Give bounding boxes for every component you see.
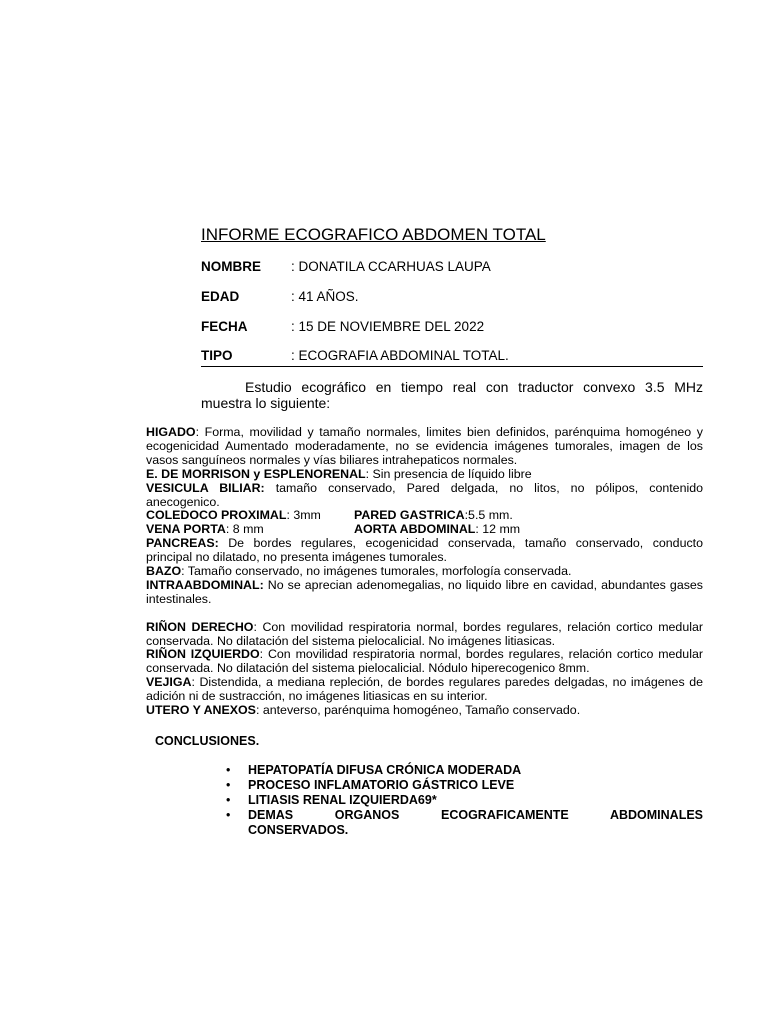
field-fecha: [201, 319, 484, 334]
conclusion-text: HEPATOPATÍA DIFUSA CRÓNICA MODERADA: [248, 763, 522, 777]
field-edad: [201, 289, 359, 304]
field-nombre: [201, 259, 491, 274]
finding-text: : Forma, movilidad y tamaño normales, limites bien definidos, parénquima homogéneo y ecogenicidad Aumentado moderadamente, no se evidencia imágenes tumorales, imagen de los vasos sanguíneos normales y vías biliares intrahepaticos normales.: [146, 425, 703, 467]
finding-label: PARED GASTRICA: [354, 508, 465, 523]
list-item: [226, 793, 703, 808]
finding-text: :5.5 mm.: [464, 508, 513, 523]
field-label: TIPO: [201, 348, 233, 363]
finding-label: PANCREAS:: [146, 536, 219, 551]
field-value: : ECOGRAFIA ABDOMINAL TOTAL.: [291, 348, 509, 363]
finding-label: INTRAABDOMINAL:: [146, 577, 264, 592]
finding-text: : 3mm: [286, 508, 321, 523]
finding-text: : 8 mm: [225, 522, 264, 537]
field-value: : 15 DE NOVIEMBRE DEL 2022: [291, 319, 485, 334]
finding-label: UTERO Y ANEXOS: [146, 703, 256, 718]
finding-text: : Sin presencia de líquido libre: [365, 466, 532, 481]
conclusion-text: LITIASIS RENAL IZQUIERDA69*: [248, 793, 437, 807]
finding-vesicula: [146, 482, 703, 510]
field-label: EDAD: [201, 289, 240, 304]
finding-label: RIÑON DERECHO: [146, 619, 254, 634]
finding-text: : Con movilidad respiratoria normal, bordes regulares, relación cortico medular conservada. No dilatación del sistema pielocalicial. No imágenes litiasicas.: [146, 619, 703, 648]
field-label: FECHA: [201, 319, 248, 334]
list-item: [226, 763, 703, 778]
finding-label: VENA PORTA: [146, 522, 226, 537]
header-divider: [201, 366, 703, 367]
finding-utero-anexos: [146, 704, 703, 718]
bullet-icon: •: [226, 793, 231, 807]
finding-label: COLEDOCO PROXIMAL: [146, 508, 287, 523]
finding-text: tamaño conservado, Pared delgada, no litos, no pólipos, contenido anecogenico.: [146, 480, 704, 509]
bullet-icon: •: [226, 763, 231, 777]
list-item: [226, 808, 703, 823]
finding-text: : Tamaño conservado, no imágenes tumorales, morfología conservada.: [181, 564, 572, 579]
finding-row-porta-aorta: [146, 523, 703, 537]
list-item: [226, 778, 703, 793]
conclusion-text: CONSERVADOS.: [248, 823, 349, 837]
bullet-icon: •: [226, 808, 231, 822]
finding-bazo: [146, 565, 703, 579]
findings-section: [146, 426, 703, 718]
intro-text: Estudio ecográfico en tiempo real con traductor convexo 3.5 MHz muestra lo siguiente:: [201, 379, 703, 411]
finding-pancreas: [146, 537, 703, 565]
report-title: INFORME ECOGRAFICO ABDOMEN TOTAL: [201, 225, 546, 244]
finding-text: No se aprecian adenomegalias, no liquido libre en cavidad, abundantes gases intestinales.: [146, 577, 703, 606]
conclusions-list: [226, 763, 703, 838]
finding-vejiga: [146, 676, 703, 704]
finding-row-coledoco-pared: [146, 509, 703, 523]
list-item-continuation: [226, 823, 703, 838]
finding-label: VESICULA BILIAR:: [146, 480, 265, 495]
finding-rinon-izquierdo: [146, 648, 703, 676]
finding-text: : 12 mm: [475, 522, 521, 537]
field-value: : DONATILA CCARHUAS LAUPA: [291, 259, 491, 274]
finding-label: RIÑON IZQUIERDO: [146, 647, 260, 662]
field-label: NOMBRE: [201, 259, 261, 274]
finding-label: BAZO: [146, 564, 182, 579]
finding-text: : Con movilidad respiratoria normal, bordes regulares, relación cortico medular conservada. No dilatación del sistema pielocalicial. Nódulo hiperecogenico 8mm.: [146, 647, 703, 676]
conclusions-heading: CONCLUSIONES.: [155, 734, 260, 748]
intro-paragraph: [201, 379, 703, 411]
finding-label: VEJIGA: [146, 675, 192, 690]
field-value: : 41 AÑOS.: [291, 289, 359, 304]
finding-morrison: [146, 468, 703, 482]
finding-text: De bordes regulares, ecogenicidad conservada, tamaño conservado, conducto principal no dilatado, no presenta imágenes tumorales.: [146, 536, 703, 565]
bullet-icon: •: [226, 778, 231, 792]
finding-rinon-derecho: [146, 621, 703, 649]
conclusion-text: DEMAS ORGANOS ECOGRAFICAMENTE ABDOMINALES: [248, 808, 703, 822]
finding-label: E. DE MORRISON y ESPLENORENAL: [146, 466, 366, 481]
finding-text: : anteverso, parénquima homogéneo, Tamaño conservado.: [255, 703, 581, 718]
finding-label: AORTA ABDOMINAL: [354, 522, 476, 537]
finding-higado: [146, 426, 703, 468]
finding-label: HIGADO: [146, 425, 196, 439]
finding-intraabdominal: [146, 579, 703, 607]
conclusion-text: PROCESO INFLAMATORIO GÁSTRICO LEVE: [248, 778, 515, 792]
field-tipo: [201, 348, 509, 363]
finding-text: : Distendida, a mediana repleción, de bordes regulares paredes delgadas, no imágenes de adición ni de sustracción, no imágenes litiasicas en su interior.: [146, 675, 703, 704]
